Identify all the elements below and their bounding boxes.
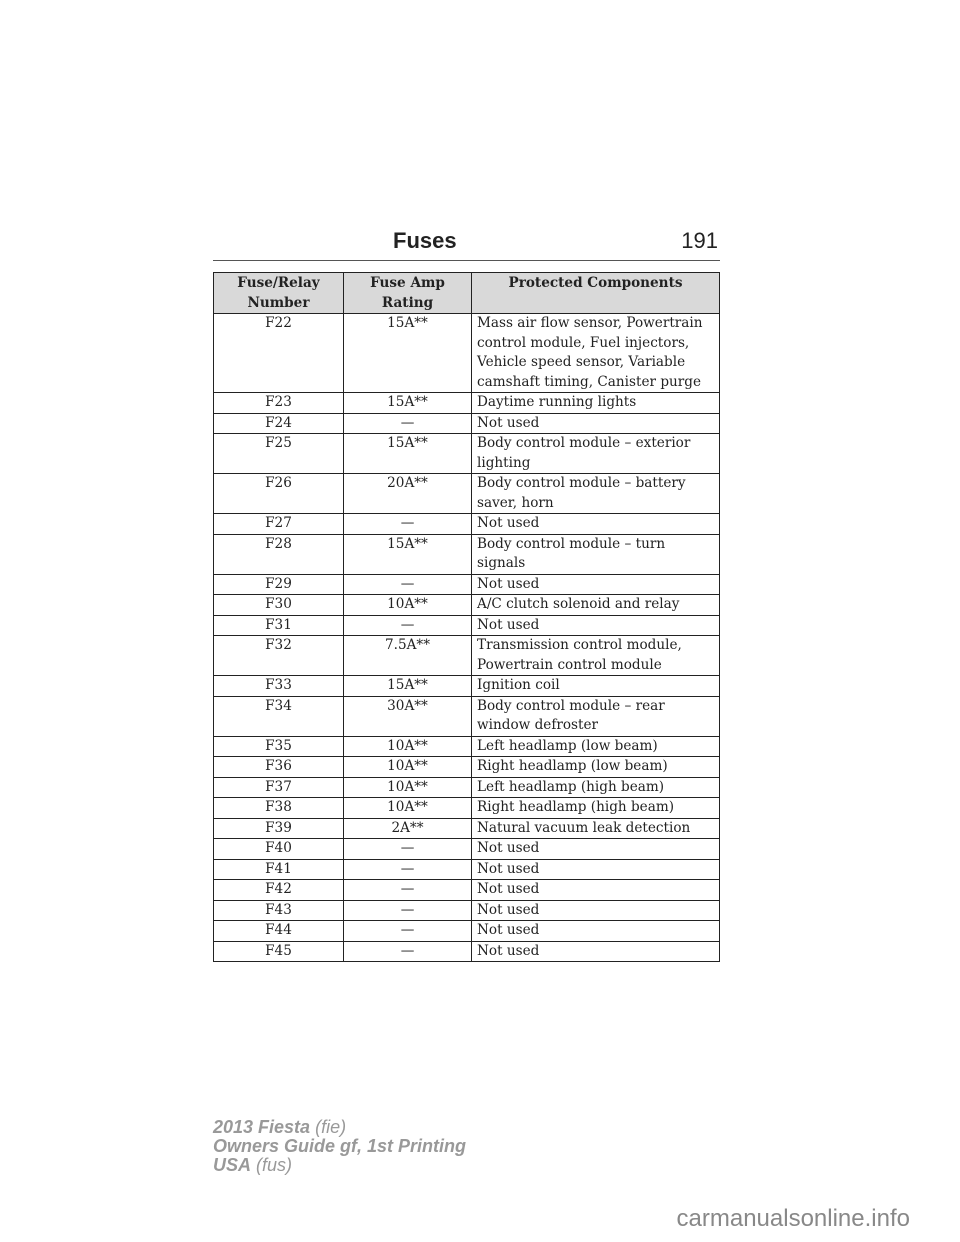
table-row bbox=[214, 615, 720, 636]
fuse-number-cell: F44 bbox=[214, 921, 344, 942]
footer-model-code: (fie) bbox=[315, 1117, 347, 1137]
protected-components-cell: Natural vacuum leak detection bbox=[472, 818, 720, 839]
fuse-number-cell: F31 bbox=[214, 615, 344, 636]
amp-rating-cell: — bbox=[344, 859, 472, 880]
fuse-number-cell: F45 bbox=[214, 941, 344, 962]
amp-rating-cell: 20A** bbox=[344, 474, 472, 514]
column-header-rating: Fuse Amp Rating bbox=[344, 273, 472, 314]
protected-components-cell: Not used bbox=[472, 880, 720, 901]
table-row bbox=[214, 314, 720, 393]
protected-components-cell: Body control module – rear window defroster bbox=[472, 696, 720, 736]
footer-market-code: (fus) bbox=[256, 1155, 293, 1175]
amp-rating-cell: 15A** bbox=[344, 314, 472, 393]
table-row bbox=[214, 676, 720, 697]
column-header-components: Protected Components bbox=[472, 273, 720, 314]
protected-components-cell: Ignition coil bbox=[472, 676, 720, 697]
fuse-number-cell: F39 bbox=[214, 818, 344, 839]
table-row bbox=[214, 696, 720, 736]
protected-components-cell: Not used bbox=[472, 574, 720, 595]
table-row bbox=[214, 393, 720, 414]
fuse-number-cell: F40 bbox=[214, 839, 344, 860]
column-header-number: Fuse/Relay Number bbox=[214, 273, 344, 314]
fuse-table bbox=[213, 272, 720, 962]
fuse-number-cell: F35 bbox=[214, 736, 344, 757]
protected-components-cell: Body control module – exterior lighting bbox=[472, 434, 720, 474]
fuse-number-cell: F30 bbox=[214, 595, 344, 616]
amp-rating-cell: — bbox=[344, 574, 472, 595]
fuse-number-cell: F33 bbox=[214, 676, 344, 697]
amp-rating-cell: — bbox=[344, 941, 472, 962]
protected-components-cell: Not used bbox=[472, 514, 720, 535]
table-row bbox=[214, 839, 720, 860]
protected-components-cell: Right headlamp (high beam) bbox=[472, 798, 720, 819]
table-row bbox=[214, 921, 720, 942]
watermark: carmanualsonline.info bbox=[676, 1205, 910, 1232]
protected-components-cell: Not used bbox=[472, 921, 720, 942]
amp-rating-cell: — bbox=[344, 514, 472, 535]
table-row bbox=[214, 798, 720, 819]
table-row bbox=[214, 636, 720, 676]
protected-components-cell: Left headlamp (high beam) bbox=[472, 777, 720, 798]
table-row bbox=[214, 413, 720, 434]
amp-rating-cell: 10A** bbox=[344, 777, 472, 798]
table-row bbox=[214, 818, 720, 839]
table-row bbox=[214, 900, 720, 921]
amp-rating-cell: 10A** bbox=[344, 595, 472, 616]
protected-components-cell: Daytime running lights bbox=[472, 393, 720, 414]
footer bbox=[213, 1118, 466, 1175]
protected-components-cell: Not used bbox=[472, 900, 720, 921]
table-row bbox=[214, 434, 720, 474]
table-row bbox=[214, 574, 720, 595]
protected-components-cell: Not used bbox=[472, 615, 720, 636]
protected-components-cell: Body control module – turn signals bbox=[472, 534, 720, 574]
page-header bbox=[213, 228, 720, 260]
fuse-number-cell: F36 bbox=[214, 757, 344, 778]
table-row bbox=[214, 880, 720, 901]
fuse-number-cell: F34 bbox=[214, 696, 344, 736]
fuse-number-cell: F42 bbox=[214, 880, 344, 901]
table-row bbox=[214, 859, 720, 880]
fuse-number-cell: F29 bbox=[214, 574, 344, 595]
amp-rating-cell: 10A** bbox=[344, 798, 472, 819]
table-row bbox=[214, 941, 720, 962]
amp-rating-cell: 10A** bbox=[344, 757, 472, 778]
fuse-number-cell: F24 bbox=[214, 413, 344, 434]
protected-components-cell: Not used bbox=[472, 413, 720, 434]
header-rule bbox=[213, 260, 720, 261]
fuse-number-cell: F38 bbox=[214, 798, 344, 819]
amp-rating-cell: 30A** bbox=[344, 696, 472, 736]
amp-rating-cell: 15A** bbox=[344, 393, 472, 414]
table-row bbox=[214, 474, 720, 514]
table-row bbox=[214, 736, 720, 757]
fuse-number-cell: F28 bbox=[214, 534, 344, 574]
table-header-row bbox=[214, 273, 720, 314]
amp-rating-cell: — bbox=[344, 839, 472, 860]
amp-rating-cell: — bbox=[344, 615, 472, 636]
amp-rating-cell: 15A** bbox=[344, 676, 472, 697]
amp-rating-cell: 10A** bbox=[344, 736, 472, 757]
fuse-number-cell: F23 bbox=[214, 393, 344, 414]
fuse-number-cell: F37 bbox=[214, 777, 344, 798]
amp-rating-cell: 15A** bbox=[344, 434, 472, 474]
amp-rating-cell: — bbox=[344, 880, 472, 901]
protected-components-cell: Not used bbox=[472, 839, 720, 860]
protected-components-cell: Transmission control module, Powertrain control module bbox=[472, 636, 720, 676]
protected-components-cell: Left headlamp (low beam) bbox=[472, 736, 720, 757]
protected-components-cell: Body control module – battery saver, horn bbox=[472, 474, 720, 514]
amp-rating-cell: 7.5A** bbox=[344, 636, 472, 676]
footer-model: 2013 Fiesta bbox=[213, 1117, 311, 1137]
section-title: Fuses bbox=[393, 228, 457, 253]
fuse-number-cell: F41 bbox=[214, 859, 344, 880]
protected-components-cell: Not used bbox=[472, 859, 720, 880]
table-row bbox=[214, 595, 720, 616]
fuse-number-cell: F25 bbox=[214, 434, 344, 474]
protected-components-cell: Not used bbox=[472, 941, 720, 962]
fuse-number-cell: F27 bbox=[214, 514, 344, 535]
table-row bbox=[214, 534, 720, 574]
protected-components-cell: Mass air flow sensor, Powertrain control module, Fuel injectors, Vehicle speed sensor, Variable camshaft timing, Canister purge bbox=[472, 314, 720, 393]
amp-rating-cell: — bbox=[344, 900, 472, 921]
footer-guide: Owners Guide gf, 1st Printing bbox=[213, 1136, 467, 1156]
amp-rating-cell: — bbox=[344, 921, 472, 942]
fuse-number-cell: F43 bbox=[214, 900, 344, 921]
protected-components-cell: A/C clutch solenoid and relay bbox=[472, 595, 720, 616]
page-number: 191 bbox=[681, 228, 718, 253]
amp-rating-cell: — bbox=[344, 413, 472, 434]
footer-market: USA bbox=[213, 1155, 252, 1175]
fuse-number-cell: F26 bbox=[214, 474, 344, 514]
amp-rating-cell: 2A** bbox=[344, 818, 472, 839]
protected-components-cell: Right headlamp (low beam) bbox=[472, 757, 720, 778]
amp-rating-cell: 15A** bbox=[344, 534, 472, 574]
fuse-number-cell: F32 bbox=[214, 636, 344, 676]
table-row bbox=[214, 777, 720, 798]
table-row bbox=[214, 514, 720, 535]
fuse-number-cell: F22 bbox=[214, 314, 344, 393]
table-row bbox=[214, 757, 720, 778]
